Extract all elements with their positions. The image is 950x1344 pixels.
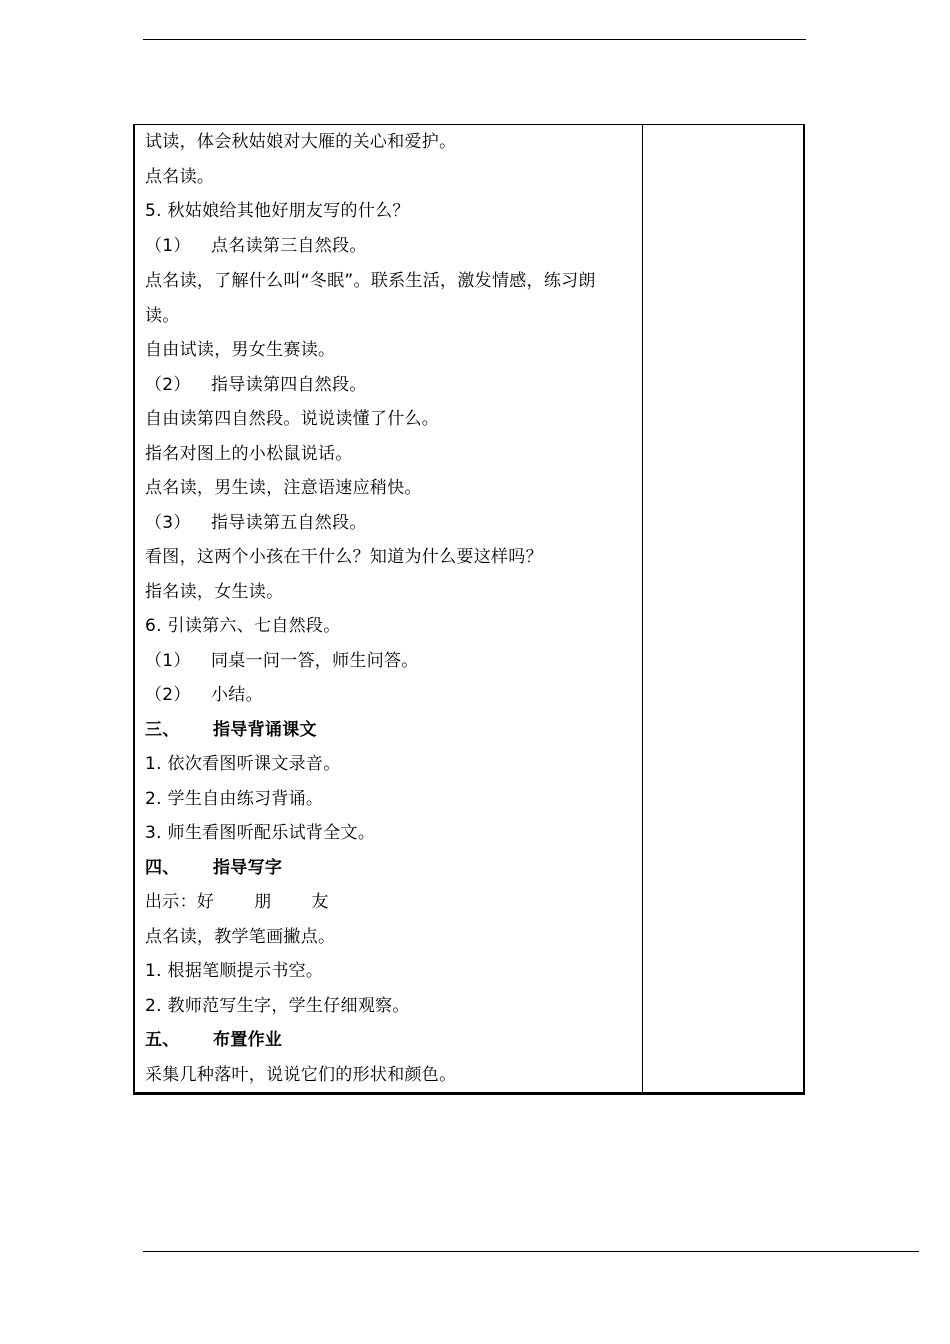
sub-item-number: （1）	[145, 235, 191, 256]
sub-item-text: 点名读第三自然段。	[211, 235, 367, 256]
section-title: 布置作业	[213, 1030, 283, 1050]
paragraph-line: 点名读。	[145, 166, 215, 187]
sub-item-number: （2）	[145, 374, 191, 395]
lesson-content-cell	[145, 125, 639, 1092]
sub-item-line	[145, 678, 639, 713]
sub-item-number: （2）	[145, 685, 191, 705]
lesson-plan-table	[133, 124, 805, 1095]
paragraph-line: 自由试读，男女生赛读。	[145, 340, 336, 360]
footer-rule	[143, 1251, 919, 1252]
paragraph-line: 指名对图上的小松鼠说话。	[145, 443, 353, 464]
paragraph-line: 1. 依次看图听课文录音。	[145, 754, 341, 774]
paragraph-line: 读。	[145, 306, 180, 326]
header-rule	[143, 39, 806, 40]
paragraph-line: 2. 学生自由练习背诵。	[145, 788, 324, 809]
notes-cell	[643, 125, 803, 1092]
sub-item-number: （1）	[145, 650, 191, 671]
paragraph-line: 采集几种落叶，说说它们的形状和颜色。	[145, 1064, 457, 1085]
section-heading	[145, 851, 639, 886]
characters-label: 出示：	[145, 892, 197, 912]
paragraph-line: 看图，这两个小孩在干什么？知道为什么要这样吗？	[145, 547, 543, 567]
sub-item-line	[145, 229, 639, 264]
section-heading	[145, 713, 639, 748]
paragraph-line: 试读，体会秋姑娘对大雁的关心和爱护。	[145, 132, 457, 152]
paragraph-line: 点名读，教学笔画撇点。	[145, 926, 336, 947]
paragraph-line: 5. 秋姑娘给其他好朋友写的什么？	[145, 201, 410, 221]
character: 友	[311, 892, 329, 912]
sub-item-line	[145, 368, 639, 403]
sub-item-number: （3）	[145, 512, 191, 533]
sub-item-text: 小结。	[211, 685, 263, 705]
characters-line	[145, 885, 639, 920]
section-number: 三、	[145, 719, 180, 740]
sub-item-text: 同桌一问一答，师生问答。	[211, 650, 419, 671]
paragraph-line: 点名读，了解什么叫“冬眠”。联系生活，激发情感，练习朗	[145, 271, 596, 291]
sub-item-text: 指导读第四自然段。	[211, 374, 367, 395]
section-title: 指导写字	[213, 857, 283, 878]
paragraph-line: 自由读第四自然段。说说读懂了什么。	[145, 409, 440, 429]
paragraph-line: 点名读，男生读，注意语速应稍快。	[145, 478, 422, 498]
paragraph-line: 6. 引读第六、七自然段。	[145, 616, 341, 636]
sub-item-line	[145, 506, 639, 541]
section-number: 五、	[145, 1030, 180, 1050]
character: 好	[196, 892, 215, 912]
character: 朋	[254, 892, 272, 912]
section-title: 指导背诵课文	[213, 719, 317, 740]
paragraph-line: 指名读，女生读。	[145, 581, 284, 602]
paragraph-line: 2. 教师范写生字，学生仔细观察。	[145, 995, 410, 1016]
sub-item-line	[145, 644, 639, 679]
paragraph-line: 1. 根据笔顺提示书空。	[145, 961, 324, 981]
section-heading	[145, 1023, 639, 1058]
sub-item-text: 指导读第五自然段。	[211, 512, 367, 533]
paragraph-line: 3. 师生看图听配乐试背全文。	[145, 823, 376, 843]
section-number: 四、	[145, 857, 180, 878]
